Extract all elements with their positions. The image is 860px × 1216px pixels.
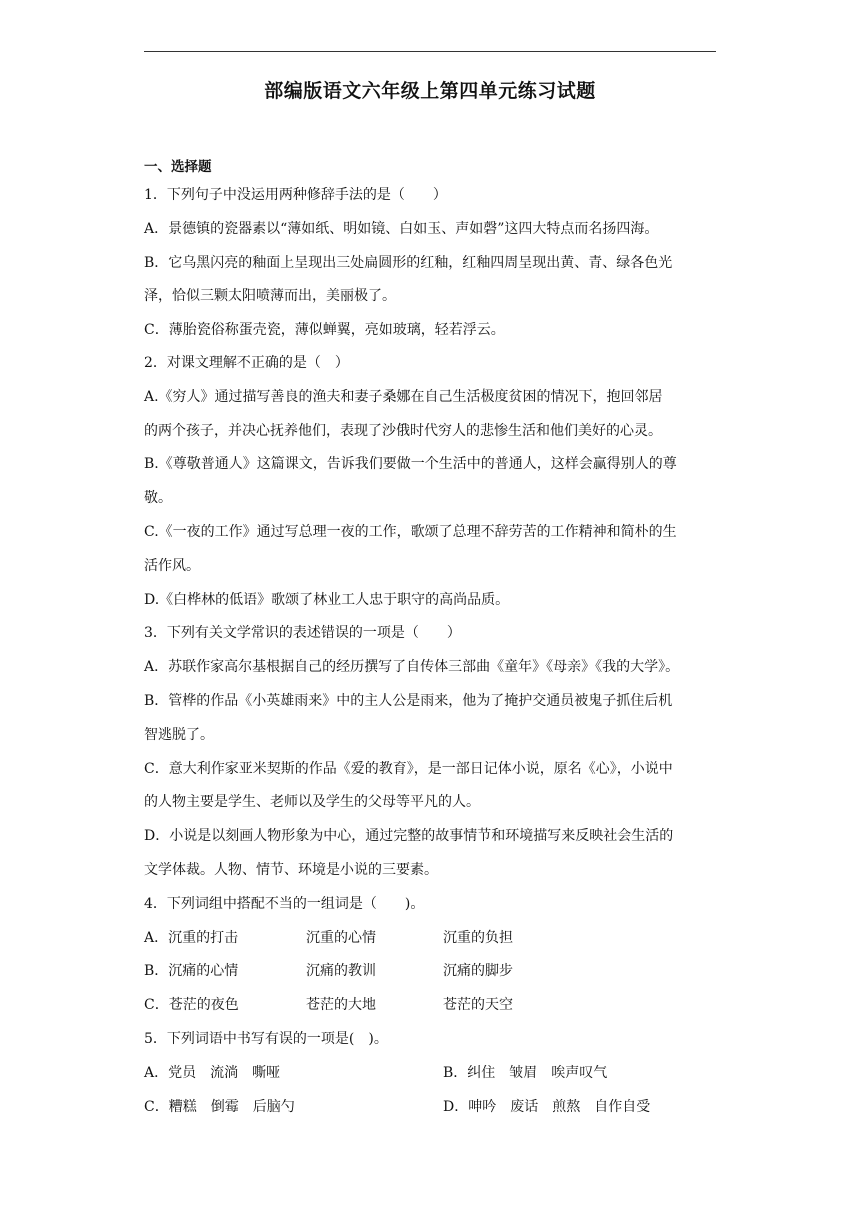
q2-stem: 2．对课文理解不正确的是（ ） xyxy=(144,355,349,371)
q2-option-a-line2: 的两个孩子，并决心抚养他们，表现了沙俄时代穷人的悲惨生活和他们美好的心灵。 xyxy=(144,423,662,439)
q2-option-b-line1: B.《尊敬普通人》这篇课文，告诉我们要做一个生活中的普通人，这样会赢得别人的尊 xyxy=(144,456,677,472)
q4-row-c-item3: 苍茫的天空 xyxy=(443,997,513,1013)
q4-row-a-item1: A．沉重的打击 xyxy=(144,930,239,946)
q3-option-d-line2: 文学体裁。人物、情节、环境是小说的三要素。 xyxy=(144,862,438,878)
q1-stem: 1．下列句子中没运用两种修辞手法的是（ ） xyxy=(144,187,447,203)
q5-option-c: C．糟糕 倒霉 后脑勺 xyxy=(144,1099,295,1115)
q5-option-a: A．党员 流淌 嘶哑 xyxy=(144,1065,281,1081)
q3-option-b-line1: B．管桦的作品《小英雄雨来》中的主人公是雨来，他为了掩护交通员被鬼子抓住后机 xyxy=(144,693,673,709)
q2-option-c-line1: C.《一夜的工作》通过写总理一夜的工作，歌颂了总理不辞劳苦的工作精神和简朴的生 xyxy=(144,524,677,540)
q4-row-b-item3: 沉痛的脚步 xyxy=(443,963,513,979)
q1-option-c: C．薄胎瓷俗称蛋壳瓷，薄似蝉翼，亮如玻璃，轻若浮云。 xyxy=(144,322,505,338)
q2-option-a-line1: A.《穷人》通过描写善良的渔夫和妻子桑娜在自己生活极度贫困的情况下，抱回邻居 xyxy=(144,389,663,405)
q2-option-d: D.《白桦林的低语》歌颂了林业工人忠于职守的高尚品质。 xyxy=(144,592,510,608)
section-heading: 一、选择题 xyxy=(144,159,212,175)
q4-row-b-item2: 沉痛的教训 xyxy=(306,963,376,979)
q3-option-a: A．苏联作家高尔基根据自己的经历撰写了自传体三部曲《童年》《母亲》《我的大学》。 xyxy=(144,659,680,675)
q5-option-b: B．纠住 皱眉 唉声叹气 xyxy=(443,1065,608,1081)
q5-stem: 5．下列词语中书写有误的一项是( )。 xyxy=(144,1031,388,1047)
q4-row-a-item3: 沉重的负担 xyxy=(443,930,513,946)
q5-option-d: D．呻吟 废话 煎熬 自作自受 xyxy=(443,1099,651,1115)
q3-option-c-line1: C．意大利作家亚米契斯的作品《爱的教育》，是一部日记体小说，原名《心》，小说中 xyxy=(144,761,673,777)
q3-option-c-line2: 的人物主要是学生、老师以及学生的父母等平凡的人。 xyxy=(144,794,480,810)
q1-option-b-line2: 泽，恰似三颗太阳喷薄而出，美丽极了。 xyxy=(144,288,396,304)
q2-option-b-line2: 敬。 xyxy=(144,490,172,506)
header-rule xyxy=(144,51,716,52)
q2-option-c-line2: 活作风。 xyxy=(144,558,200,574)
q1-option-b-line1: B．它乌黑闪亮的釉面上呈现出三处扁圆形的红釉，红釉四周呈现出黄、青、绿各色光 xyxy=(144,255,673,271)
q3-option-b-line2: 智逃脱了。 xyxy=(144,727,214,743)
q3-option-d-line1: D．小说是以刻画人物形象为中心，通过完整的故事情节和环境描写来反映社会生活的 xyxy=(144,828,674,844)
page-title: 部编版语文六年级上第四单元练习试题 xyxy=(264,80,596,102)
q4-stem: 4．下列词组中搭配不当的一组词是（ )。 xyxy=(144,896,425,912)
q4-row-c-item2: 苍茫的大地 xyxy=(306,997,376,1013)
q4-row-b-item1: B．沉痛的心情 xyxy=(144,963,239,979)
q1-option-a: A．景德镇的瓷器素以“薄如纸、明如镜、白如玉、声如磬”这四大特点而名扬四海。 xyxy=(144,221,659,237)
q4-row-c-item1: C．苍茫的夜色 xyxy=(144,997,239,1013)
q4-row-a-item2: 沉重的心情 xyxy=(306,930,376,946)
q3-stem: 3．下列有关文学常识的表述错误的一项是（ ） xyxy=(144,625,461,641)
